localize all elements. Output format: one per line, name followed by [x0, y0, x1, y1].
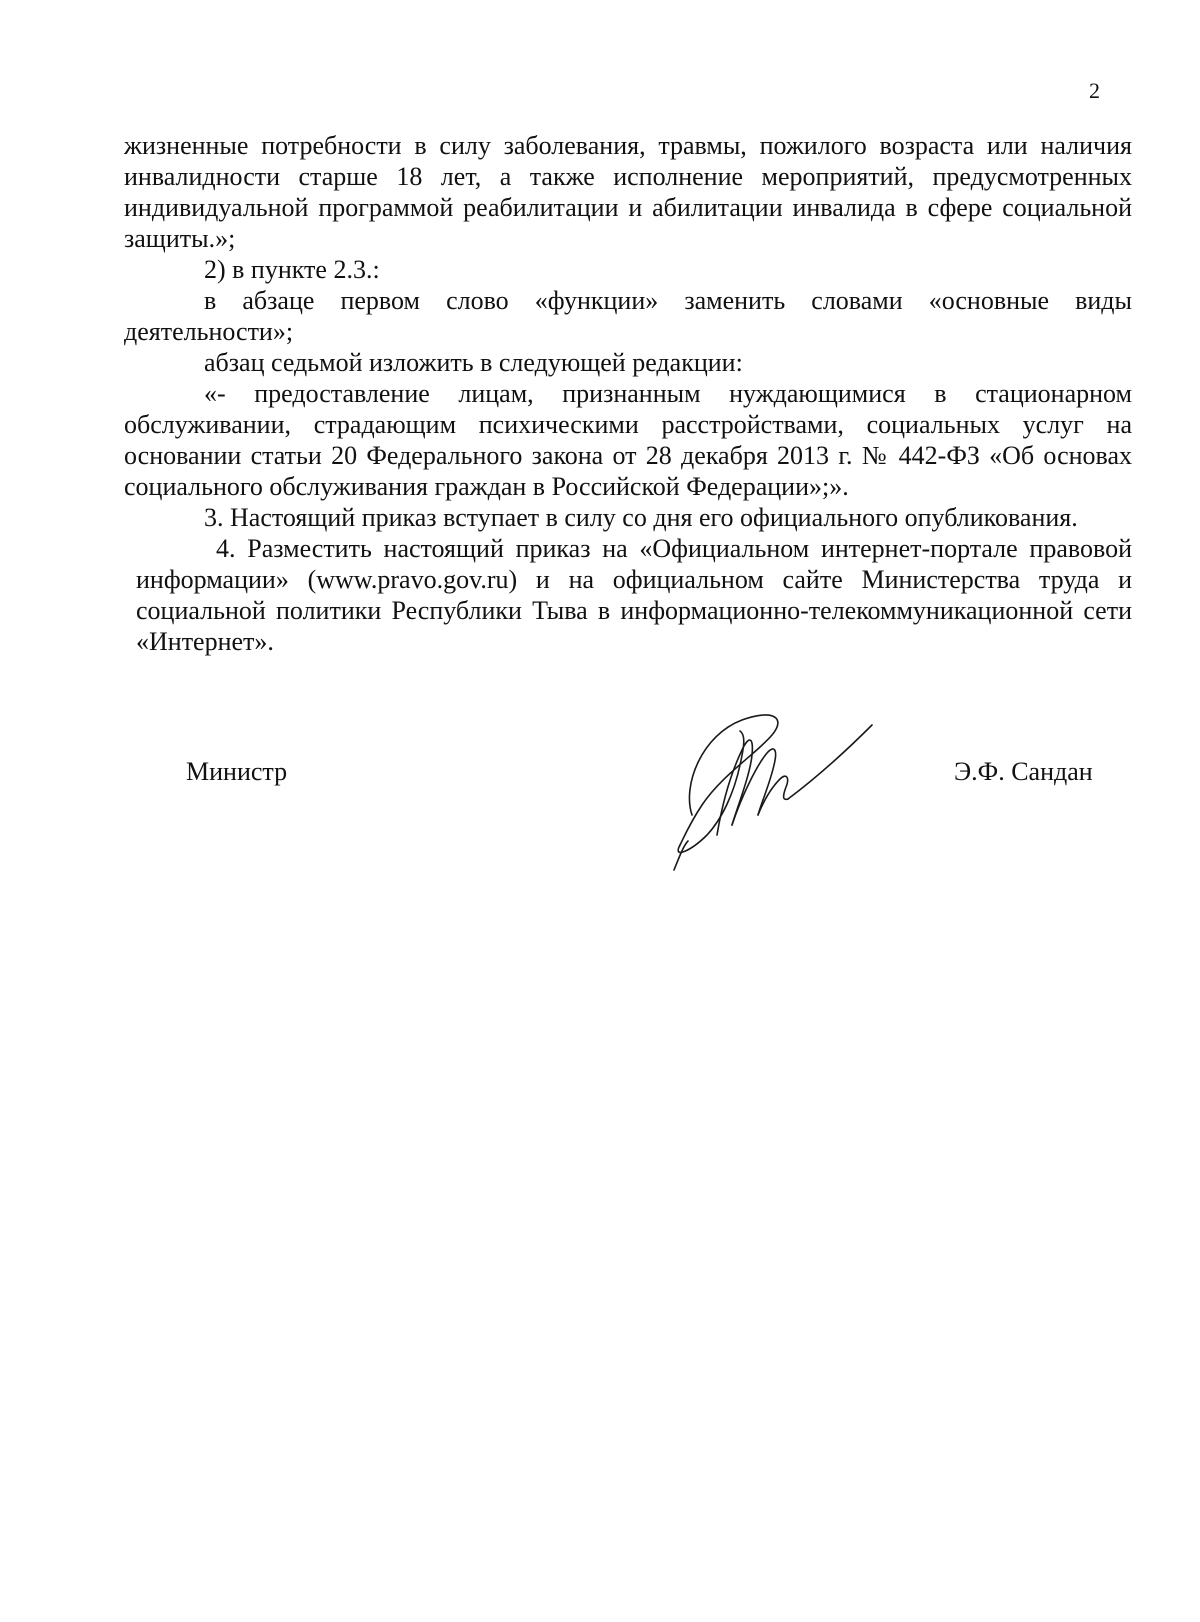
- paragraph-first-abzac: в абзаце первом слово «функции» заменить словами «основные виды деятельности»;: [124, 286, 1132, 346]
- paragraph-item-4: 4. Разместить настоящий приказ на «Официальном интернет-портале правовой информации» (www.pravo.gov.ru) и на официальном сайте Министерства труда и социальной политики Республики Тыва в информационно-телекоммуникационной сети «Интернет».: [136, 534, 1132, 656]
- document-body: [124, 130, 1132, 657]
- position-title: Министр: [186, 757, 288, 786]
- handwritten-signature: [662, 695, 902, 885]
- page-number: 2: [1089, 78, 1100, 103]
- paragraph-new-wording: «- предоставление лицам, признанным нуждающимися в стационарном обслуживании, страдающим психическими расстройствами, социальных услуг на основании статьи 20 Федерального закона от 28 декабря 2013 г. № 442-ФЗ «Об основах социального обслуживания граждан в Российской Федерации»;».: [124, 379, 1132, 501]
- paragraph-seventh-abzac: абзац седьмой изложить в следующей редакции:: [204, 348, 743, 377]
- paragraph-item-3: 3. Настоящий приказ вступает в силу со дня его официального опубликования.: [204, 503, 1078, 532]
- signer-name: Э.Ф. Сандан: [954, 757, 1093, 786]
- paragraph-continuation: жизненные потребности в силу заболевания, травмы, пожилого возраста или наличия инвалидности старше 18 лет, а также исполнение мероприятий, предусмотренных индивидуальной программой реабилитации и абилитации инвалида в сфере социальной защиты.»;: [124, 131, 1132, 253]
- paragraph-item-2: 2) в пункте 2.3.:: [204, 255, 380, 284]
